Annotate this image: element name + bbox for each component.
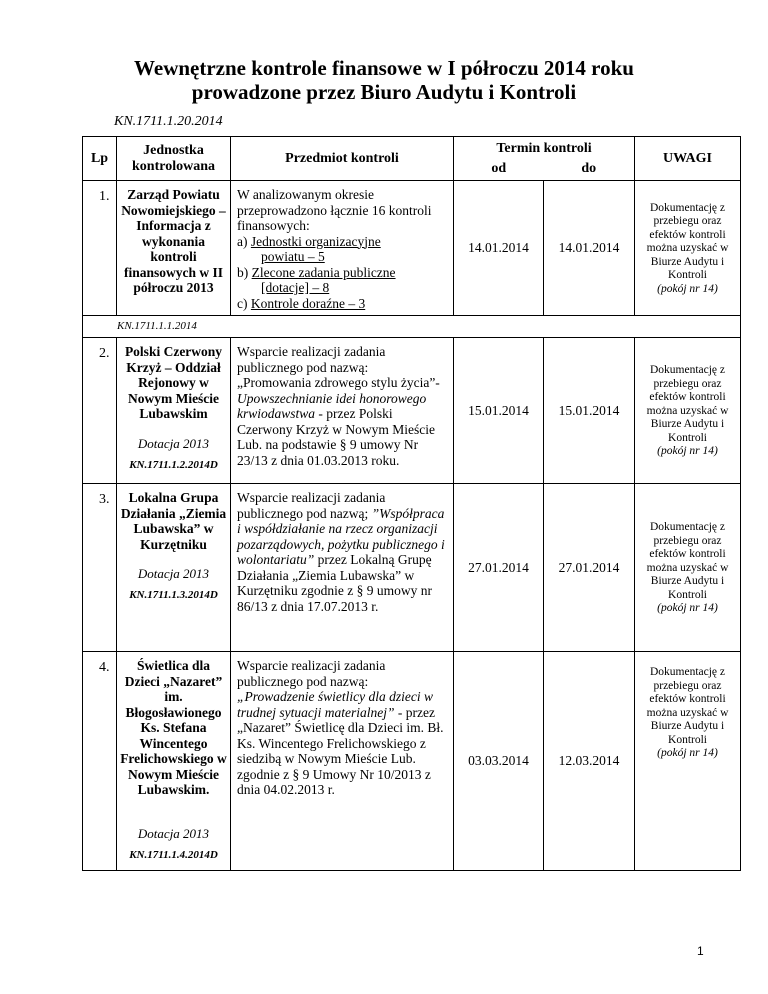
row-2-to: 15.01.2014 [544, 338, 635, 484]
row-2-unit: Polski Czerwony Krzyż – Oddział Rejonowy w Nowym Mieście Lubawskim Dotacja 2013 KN.1711.1.2.2014D [117, 338, 231, 484]
table-row-ref [83, 316, 741, 338]
table-row [83, 338, 741, 484]
row-1-item-c: c) Kontrole doraźne – 3 [237, 295, 366, 311]
table-row [83, 652, 741, 871]
title-line-2: prowadzone przez Biuro Audytu i Kontroli [191, 80, 577, 104]
controls-table [82, 136, 741, 871]
row-2-from: 15.01.2014 [454, 338, 544, 484]
row-1-intro: W analizowanym okresie przeprowadzono łącznie 16 kontroli finansowych: [237, 187, 432, 233]
row-1-to: 14.01.2014 [544, 181, 635, 316]
row-1-subject [231, 181, 454, 316]
row-1-item-b-cont: [dotacje] – 8 [261, 280, 330, 295]
header-unit: Jednostka kontrolowana [117, 137, 231, 181]
row-4-from: 03.03.2014 [454, 652, 544, 871]
row-1-from: 14.01.2014 [454, 181, 544, 316]
row-2-lp: 2. [83, 338, 117, 484]
title-line-1: Wewnętrzne kontrole finansowe w I półroczu 2014 roku [134, 56, 634, 80]
header-to: do [544, 161, 635, 181]
row-3-from: 27.01.2014 [454, 484, 544, 652]
row-4-unit: Świetlica dla Dzieci „Nazaret” im. Błogosławionego Ks. Stefana Wincentego Frelichowskiego w Nowym Mieście Lubawskim. Dotacja 2013 KN.1711.1.4.2014D [117, 652, 231, 871]
table-row [83, 181, 741, 316]
row-1-notes: Dokumentację z przebiegu oraz efektów kontroli można uzyskać w Biurze Audytu i Kontroli (pokój nr 14) [635, 181, 741, 316]
header-term: Termin kontroli [454, 137, 635, 161]
row-4-notes: Dokumentację z przebiegu oraz efektów kontroli można uzyskać w Biurze Audytu i Kontroli (pokój nr 14) [635, 652, 741, 871]
row-1-ref: KN.1711.1.1.2014 [83, 316, 741, 338]
row-1-unit: Zarząd Powiatu Nowomiejskiego – Informacja z wykonania kontroli finansowych w II półroczu 2013 [117, 181, 231, 316]
row-3-subject: Wsparcie realizacji zadania publicznego pod nazwą; ”Współpraca i współdziałanie na rzecz organizacji pozarządowych, pożytku publicznego i wolontariatu” przez Lokalną Grupę Działania „Ziemia Lubawska” w Kurzętniku zgodnie z § 9 umowy nr 86/13 z dnia 17.07.2013 r. [231, 484, 454, 652]
row-1-item-a-cont: powiatu – 5 [261, 249, 325, 264]
header-row [83, 137, 741, 161]
document-reference: KN.1711.1.20.2014 [114, 114, 223, 129]
header-subject: Przedmiot kontroli [231, 137, 454, 181]
header-notes: UWAGI [635, 137, 741, 181]
row-1-item-b: b) Zlecone zadania publiczne [237, 264, 396, 280]
row-4-to: 12.03.2014 [544, 652, 635, 871]
row-3-to: 27.01.2014 [544, 484, 635, 652]
row-3-unit: Lokalna Grupa Działania „Ziemia Lubawska” w Kurzętniku Dotacja 2013 KN.1711.1.3.2014D [117, 484, 231, 652]
row-3-lp: 3. [83, 484, 117, 652]
header-from: od [454, 161, 544, 181]
page-number: 1 [697, 944, 704, 958]
document-title [0, 56, 768, 104]
row-2-notes: Dokumentację z przebiegu oraz efektów kontroli można uzyskać w Biurze Audytu i Kontroli (pokój nr 14) [635, 338, 741, 484]
header-lp: Lp [83, 137, 117, 181]
row-1-lp: 1. [83, 181, 117, 316]
row-2-subject: Wsparcie realizacji zadania publicznego pod nazwą: „Promowania zdrowego stylu życia”- Upowszechnianie idei honorowego krwiodawstwa - przez Polski Czerwony Krzyż w Nowym Mieście Lub. na podstawie § 9 umowy Nr 23/13 z dnia 01.03.2013 roku. [231, 338, 454, 484]
row-1-item-a: a) Jednostki organizacyjne [237, 233, 381, 249]
table-row [83, 484, 741, 652]
row-4-subject: Wsparcie realizacji zadania publicznego pod nazwą: „Prowadzenie świetlicy dla dzieci w trudnej sytuacji materialnej” - przez „Nazaret” Świetlicę dla Dzieci im. Bł. Ks. Wincentego Frelichowskiego z siedzibą w Nowym Mieście Lub. zgodnie z § 9 Umowy Nr 10/2013 z dnia 04.02.2013 r. [231, 652, 454, 871]
row-3-notes: Dokumentację z przebiegu oraz efektów kontroli można uzyskać w Biurze Audytu i Kontroli (pokój nr 14) [635, 484, 741, 652]
row-4-lp: 4. [83, 652, 117, 871]
